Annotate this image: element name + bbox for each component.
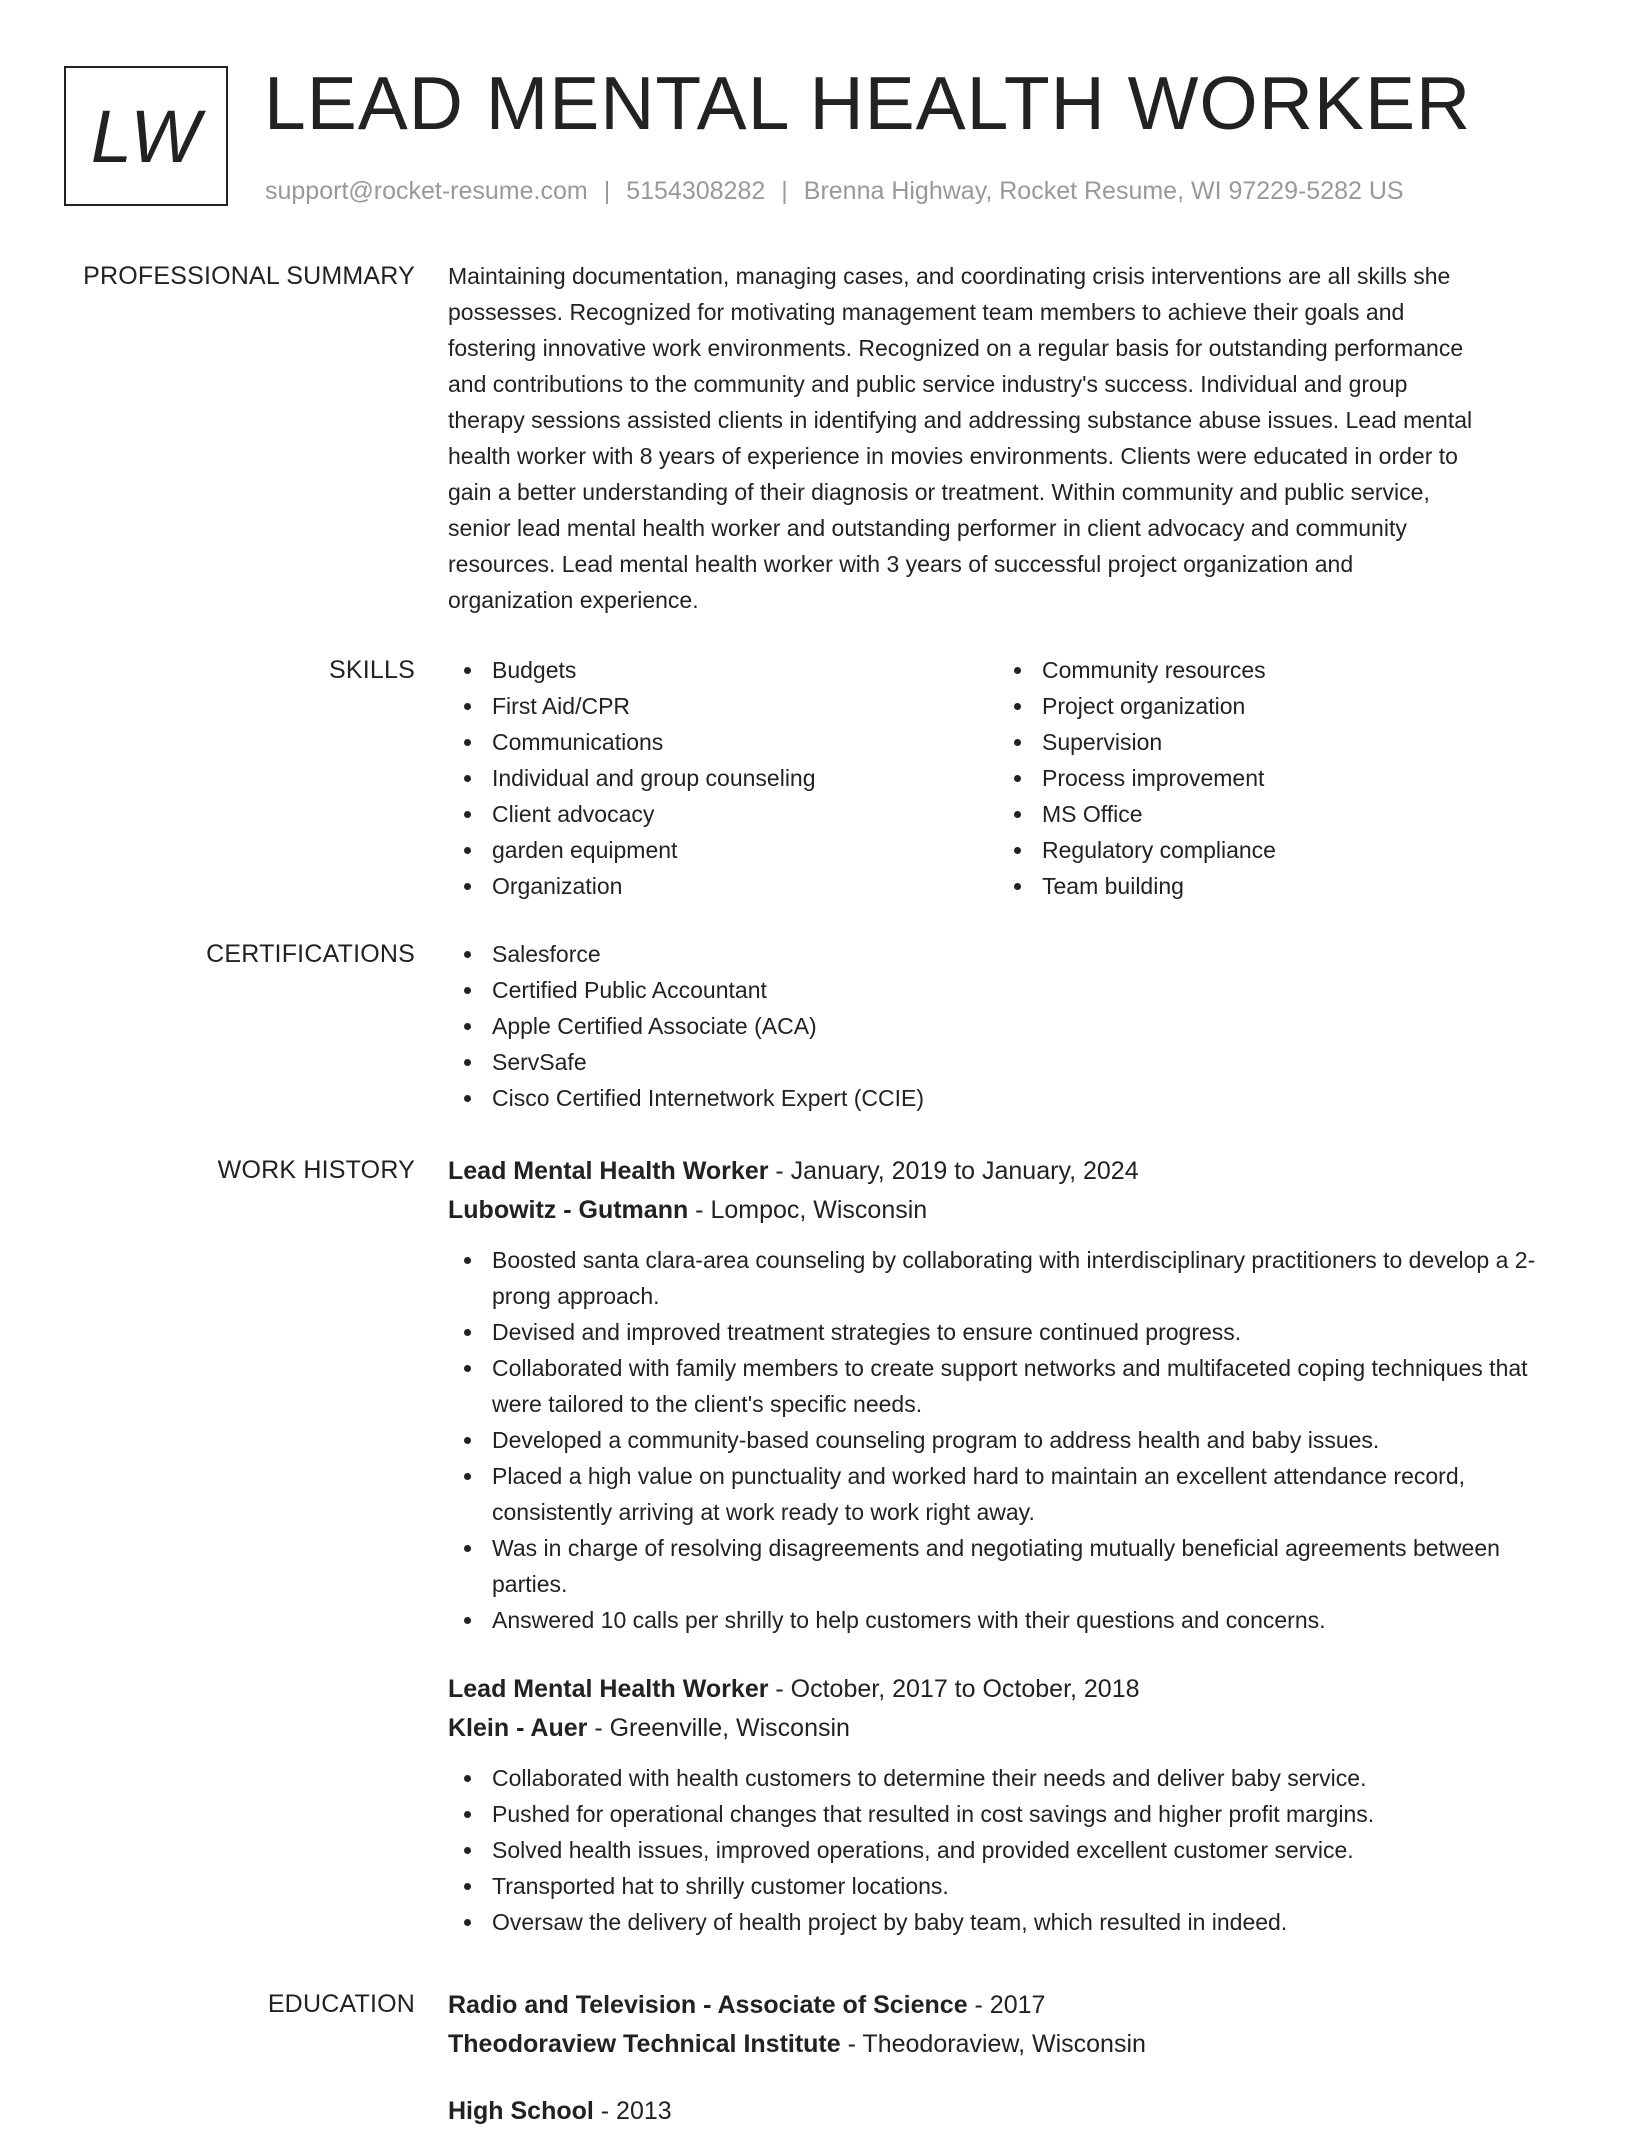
education-degree-line <box>448 1986 1564 2025</box>
skill-item: Budgets <box>448 652 998 688</box>
job-duty-item: Placed a high value on punctuality and worked hard to maintain an excellent attendance record, consistently arriving at work ready to work right away. <box>448 1458 1564 1530</box>
section-label: WORK HISTORY <box>217 1156 415 1184</box>
education-year: - 2017 <box>967 1991 1046 2019</box>
certifications-list <box>448 936 1564 1116</box>
skill-item: Communications <box>448 724 998 760</box>
job-duty-item: Solved health issues, improved operations, and provided excellent customer service. <box>448 1832 1564 1868</box>
job-title-line <box>448 1670 1564 1709</box>
job-duty-item: Oversaw the delivery of health project by baby team, which resulted in indeed. <box>448 1904 1564 1940</box>
certification-item: Apple Certified Associate (ACA) <box>448 1008 1564 1044</box>
skill-item: First Aid/CPR <box>448 688 998 724</box>
job-company-line <box>448 1191 1564 1230</box>
certifications-body <box>448 936 1564 1116</box>
certification-item: Certified Public Accountant <box>448 972 1564 1008</box>
job-duty-item: Pushed for operational changes that resulted in cost savings and higher profit margins. <box>448 1796 1564 1832</box>
skill-item: Individual and group counseling <box>448 760 998 796</box>
job-company: Klein - Auer <box>448 1714 588 1742</box>
job-dates: - October, 2017 to October, 2018 <box>768 1675 1140 1703</box>
job-duty-item: Answered 10 calls per shrilly to help customers with their questions and concerns. <box>448 1602 1564 1638</box>
contact-email: support@rocket-resume.com <box>265 177 588 205</box>
job-duty-item: Collaborated with health customers to determine their needs and deliver baby service. <box>448 1760 1564 1796</box>
education-school: Theodoraview Technical Institute <box>448 2030 841 2058</box>
section-label: CERTIFICATIONS <box>206 940 415 968</box>
skills-list-left <box>448 652 998 904</box>
job-entry <box>448 1152 1564 1638</box>
job-entry <box>448 1670 1564 1940</box>
skill-item: Team building <box>998 868 1548 904</box>
section-label: SKILLS <box>329 656 415 684</box>
job-duty-item: Transported hat to shrilly customer locations. <box>448 1868 1564 1904</box>
summary-line: health worker with 8 years of experience in movies environments. Clients were educated in order to <box>448 443 1458 469</box>
skill-item: Project organization <box>998 688 1548 724</box>
summary-line: therapy sessions assisted clients in identifying and addressing substance abuse issues. Lead mental <box>448 407 1473 433</box>
summary-line: and contributions to the community and public service industry's success. Individual and group <box>448 371 1408 397</box>
education-degree: High School <box>448 2097 594 2125</box>
job-company-line <box>448 1709 1564 1748</box>
contact-separator: | <box>781 177 788 205</box>
summary-line: possesses. Recognized for motivating management team members to achieve their goals and <box>448 299 1405 325</box>
skill-item: Organization <box>448 868 998 904</box>
job-dates: - January, 2019 to January, 2024 <box>768 1157 1139 1185</box>
job-title-line <box>448 1152 1564 1191</box>
skill-item: Process improvement <box>998 760 1548 796</box>
education-entry <box>448 1986 1564 2064</box>
job-duty-item: Was in charge of resolving disagreements and negotiating mutually beneficial agreements between parties. <box>448 1530 1564 1602</box>
skill-item: MS Office <box>998 796 1548 832</box>
education-year: - 2013 <box>593 2097 672 2125</box>
summary-body <box>448 258 1564 618</box>
job-duty-item: Collaborated with family members to create support networks and multifaceted coping techniques that were tailored to the client's specific needs. <box>448 1350 1564 1422</box>
summary-paragraph <box>448 258 1564 618</box>
job-company: Lubowitz - Gutmann <box>448 1196 689 1224</box>
skills-body <box>448 652 1564 904</box>
job-duty-item: Developed a community-based counseling program to address health and baby issues. <box>448 1422 1564 1458</box>
summary-line: resources. Lead mental health worker with 3 years of successful project organization and <box>448 551 1354 577</box>
job-location: - Greenville, Wisconsin <box>587 1714 850 1742</box>
job-duty-item: Boosted santa clara-area counseling by collaborating with interdisciplinary practitioners to develop a 2-prong approach. <box>448 1242 1564 1314</box>
job-title-heading: LEAD MENTAL HEALTH WORKER <box>264 61 1472 145</box>
skill-item: garden equipment <box>448 832 998 868</box>
job-duty-item: Devised and improved treatment strategies to ensure continued progress. <box>448 1314 1564 1350</box>
contact-address: Brenna Highway, Rocket Resume, WI 97229-5282 US <box>803 177 1404 205</box>
summary-line: fostering innovative work environments. Recognized on a regular basis for outstanding performance <box>448 335 1464 361</box>
education-body <box>448 1986 1564 2131</box>
skill-item: Community resources <box>998 652 1548 688</box>
section-label: EDUCATION <box>267 1990 415 2018</box>
work-history-body <box>448 1152 1564 1940</box>
certification-item: Cisco Certified Internetwork Expert (CCIE) <box>448 1080 1564 1116</box>
skills-list-right <box>998 652 1548 904</box>
monogram-badge: LW <box>64 66 228 206</box>
certification-item: Salesforce <box>448 936 1564 972</box>
job-title: Lead Mental Health Worker <box>448 1675 769 1703</box>
skill-item: Regulatory compliance <box>998 832 1548 868</box>
skill-item: Supervision <box>998 724 1548 760</box>
contact-separator: | <box>603 177 611 205</box>
job-duties-list <box>448 1760 1564 1940</box>
contact-phone: 5154308282 <box>626 177 766 205</box>
summary-line: Maintaining documentation, managing cases, and coordinating crisis interventions are all skills she <box>448 263 1451 289</box>
contact-line <box>265 174 1404 208</box>
summary-line: senior lead mental health worker and outstanding performer in client advocacy and community <box>448 515 1407 541</box>
job-title: Lead Mental Health Worker <box>448 1157 769 1185</box>
summary-line: gain a better understanding of their diagnosis or treatment. Within community and public service, <box>448 479 1430 505</box>
section-label: PROFESSIONAL SUMMARY <box>83 262 415 290</box>
education-school-line <box>448 2025 1564 2064</box>
education-degree: Radio and Television - Associate of Science <box>448 1991 968 2019</box>
summary-line: organization experience. <box>448 587 699 613</box>
certification-item: ServSafe <box>448 1044 1564 1080</box>
education-location: - Theodoraview, Wisconsin <box>840 2030 1146 2058</box>
job-duties-list <box>448 1242 1564 1638</box>
job-location: - Lompoc, Wisconsin <box>688 1196 928 1224</box>
skill-item: Client advocacy <box>448 796 998 832</box>
